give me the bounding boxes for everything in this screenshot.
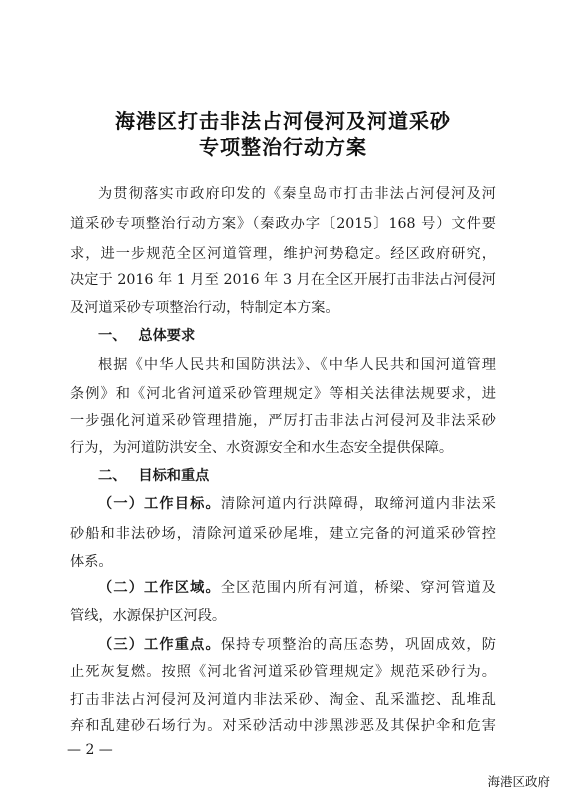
subsection-focus-line: 止死灰复燃。按照《河北省河道采砂管理规定》规范采砂行为。 (70, 664, 496, 680)
subsection-goal-line: 体系。 (70, 554, 113, 570)
section1-line: 根据《中华人民共和国防洪法》、《中华人民共和国河道管理 (98, 357, 496, 373)
section-number: 一、 (98, 328, 127, 344)
subsection-focus-line: 打击非法占河侵河及河道内非法采砂、淘金、乱采滥挖、乱堆乱 (70, 692, 496, 708)
section-heading-1 (98, 326, 195, 346)
subsection-goal-line: 砂船和非法砂场，清除河道采砂尾堆，建立完备的河道采砂管控 (70, 526, 496, 542)
subsection-label: （三）工作重点。 (98, 637, 221, 653)
subsection-goal-first-line (98, 494, 496, 514)
watermark: 海港区政府 (487, 774, 550, 789)
section-title: 总体要求 (138, 328, 196, 344)
section1-line: 一步强化河道采砂管理措施，严厉打击非法占河侵河及非法采砂 (70, 413, 496, 429)
subsection-text: 保持专项整治的高压态势，巩固成效，防 (220, 637, 496, 653)
intro-line: 为贯彻落实市政府印发的《秦皇岛市打击非法占河侵河及河 (98, 186, 496, 202)
intro-line: 决定于 2016 年 1 月至 2016 年 3 月在全区开展打击非法占河侵河 (70, 272, 496, 288)
subsection-label: （一）工作目标。 (98, 496, 221, 512)
section-heading-2 (98, 466, 209, 486)
intro-line: 及河道采砂专项整治行动，特制定本方案。 (70, 300, 340, 316)
subsection-area-first-line (98, 578, 496, 598)
intro-line: 求，进一步规范全区河道管理，维护河势稳定。经区政府研究， (70, 246, 496, 262)
intro-line: 道采砂专项整治行动方案》（秦政办字〔2015〕168 号）文件要 (70, 216, 496, 232)
document-title-line2: 专项整治行动方案 (199, 135, 367, 159)
subsection-text: 全区范围内所有河道，桥梁、穿河管道及 (220, 580, 496, 596)
subsection-focus-first-line (98, 635, 496, 655)
page-number: — 2 — (67, 742, 113, 758)
section1-line: 行为，为河道防洪安全、水资源安全和水生态安全提供保障。 (70, 440, 454, 456)
section-number: 二、 (98, 468, 127, 484)
subsection-text: 清除河道内行洪障碍，取缔河道内非法采 (220, 496, 496, 512)
subsection-area-line: 管线，水源保护区河段。 (70, 608, 227, 624)
section1-line: 条例》和《河北省河道采砂管理规定》等相关法律法规要求，进 (70, 386, 496, 402)
subsection-focus-line: 弃和乱建砂石场行为。对采砂活动中涉黑涉恶及其保护伞和危害 (70, 718, 496, 734)
section-title: 目标和重点 (138, 468, 210, 484)
subsection-label: （二）工作区域。 (98, 580, 221, 596)
document-title-line1: 海港区打击非法占河侵河及河道采砂 (115, 109, 451, 133)
